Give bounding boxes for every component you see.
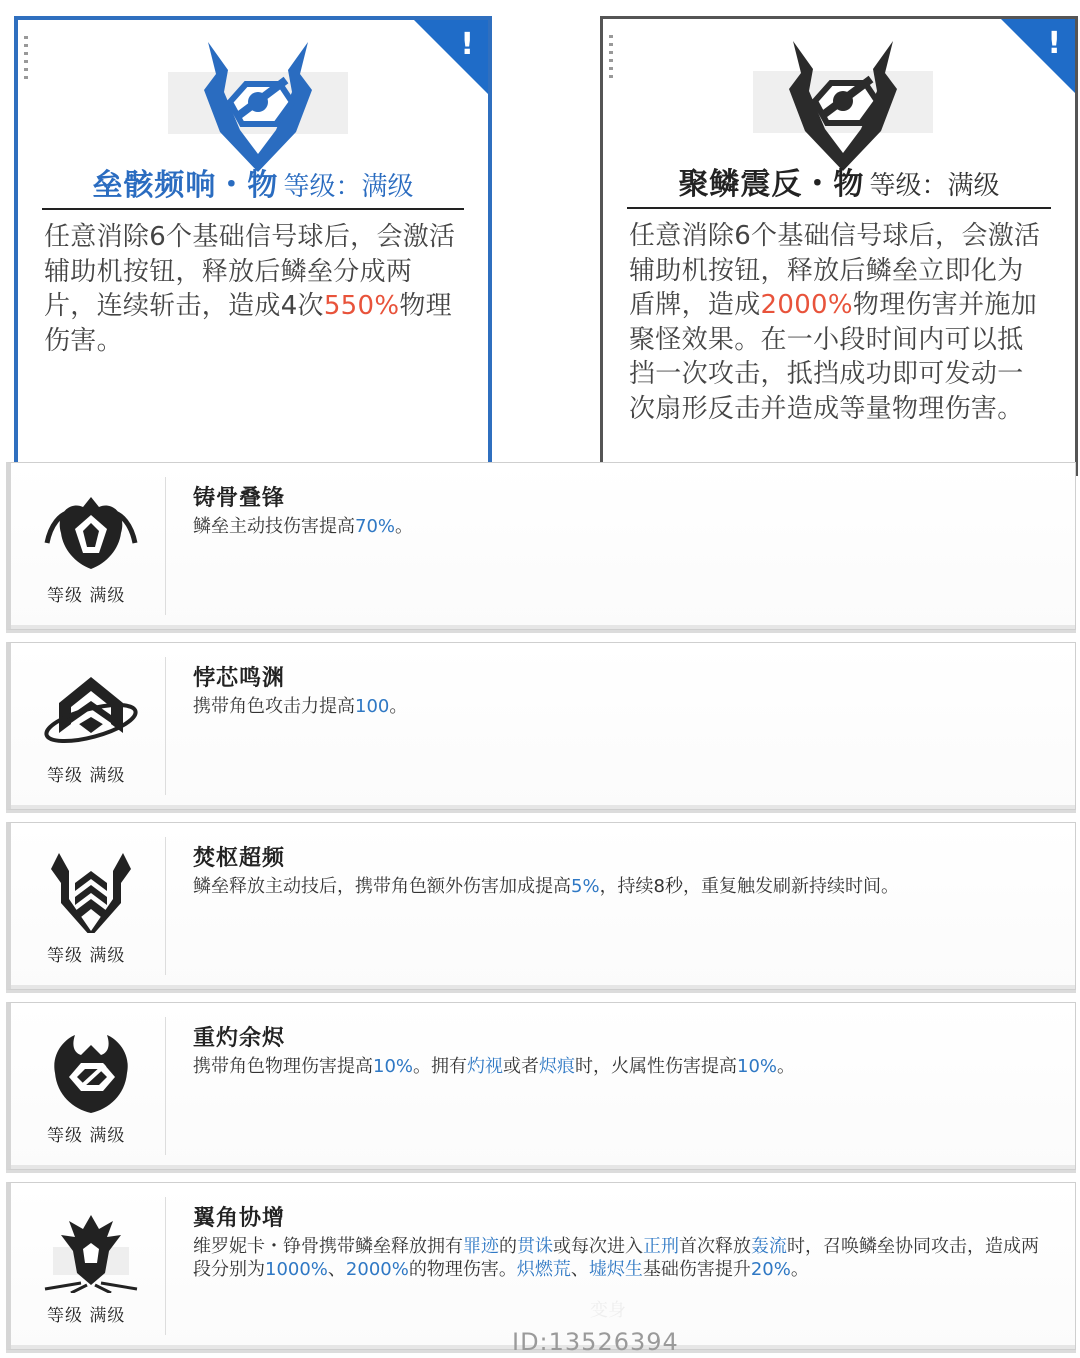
skill-level: 等级：满级 — [869, 171, 1000, 201]
skill-card-2 — [600, 16, 1078, 476]
passive-description: 携带角色物理伤害提高10%。拥有灼视或者烬痕时，火属性伤害提高10%。 — [193, 1056, 796, 1077]
passive-title: 翼角协增 — [193, 1206, 286, 1231]
passive-level: 等级 满级 — [47, 946, 126, 966]
skill-title: 垒骸频响・物 — [92, 168, 279, 203]
skill-card-1 — [14, 16, 492, 476]
ghost-button-label: 变身 — [590, 1300, 626, 1321]
passive-description: 鳞垒主动技伤害提高70%。 — [193, 516, 414, 537]
passive-row-5 — [6, 1182, 1076, 1350]
passive-title: 铸骨叠锋 — [193, 486, 286, 511]
dragon-head-icon — [41, 1213, 141, 1293]
divider — [42, 208, 464, 210]
passive-description: 携带角色攻击力提高100。 — [193, 696, 408, 717]
passive-row-4 — [6, 1002, 1076, 1170]
chevron-ring-icon — [41, 673, 141, 753]
drag-handle — [24, 36, 28, 82]
skill-description: 任意消除6个基础信号球后，会激活辅助机按钮，释放后鳞垒分成两片，连续斩击，造成4次550%物理伤害。 — [44, 222, 456, 356]
passive-title: 焚枢超频 — [193, 846, 286, 871]
horned-chevron-icon — [41, 853, 141, 933]
passive-row-3 — [6, 822, 1076, 990]
divider — [627, 207, 1051, 209]
passive-row-1 — [6, 462, 1076, 630]
skill-description: 任意消除6个基础信号球后，会激活辅助机按钮，释放后鳞垒立即化为盾牌，造成2000%物理伤害并施加聚怪效果。在一小段时间内可以抵挡一次攻击，抵挡成功即可发动一次扇形反击并造成等量物理伤害。 — [629, 221, 1041, 424]
passive-title: 悖芯鸣渊 — [193, 666, 286, 691]
skill-level: 等级：满级 — [283, 172, 414, 202]
corner-flag — [997, 16, 1078, 97]
drag-handle — [609, 35, 613, 81]
passive-description: 鳞垒释放主动技后，携带角色额外伤害加成提高5%，持续8秒，重复触发刷新持续时间。 — [193, 876, 900, 897]
alert-icon: ! — [1047, 26, 1061, 61]
watermark-id: ID:13526394 — [512, 1328, 679, 1356]
passive-description: 维罗妮卡・铮骨携带鳞垒释放拥有罪迹的贯诛或每次进入正刑首次释放轰流时，召唤鳞垒协同攻击，造成两段分别为1000%、2000%的物理伤害。炽燃荒、墟烬生基础伤害提升20%。 — [193, 1236, 1039, 1280]
claw-shield-icon — [41, 493, 141, 573]
passive-level: 等级 满级 — [47, 586, 126, 606]
flame-hexagon-icon — [41, 1033, 141, 1113]
skill-title: 聚鳞震反・物 — [678, 167, 865, 202]
passive-row-2 — [6, 642, 1076, 810]
alert-icon: ! — [460, 27, 474, 62]
passive-level: 等级 满级 — [47, 1306, 126, 1326]
passive-level: 等级 满级 — [47, 1126, 126, 1146]
corner-flag — [410, 16, 492, 98]
passive-title: 重灼余烬 — [193, 1026, 286, 1051]
passive-level: 等级 满级 — [47, 766, 126, 786]
